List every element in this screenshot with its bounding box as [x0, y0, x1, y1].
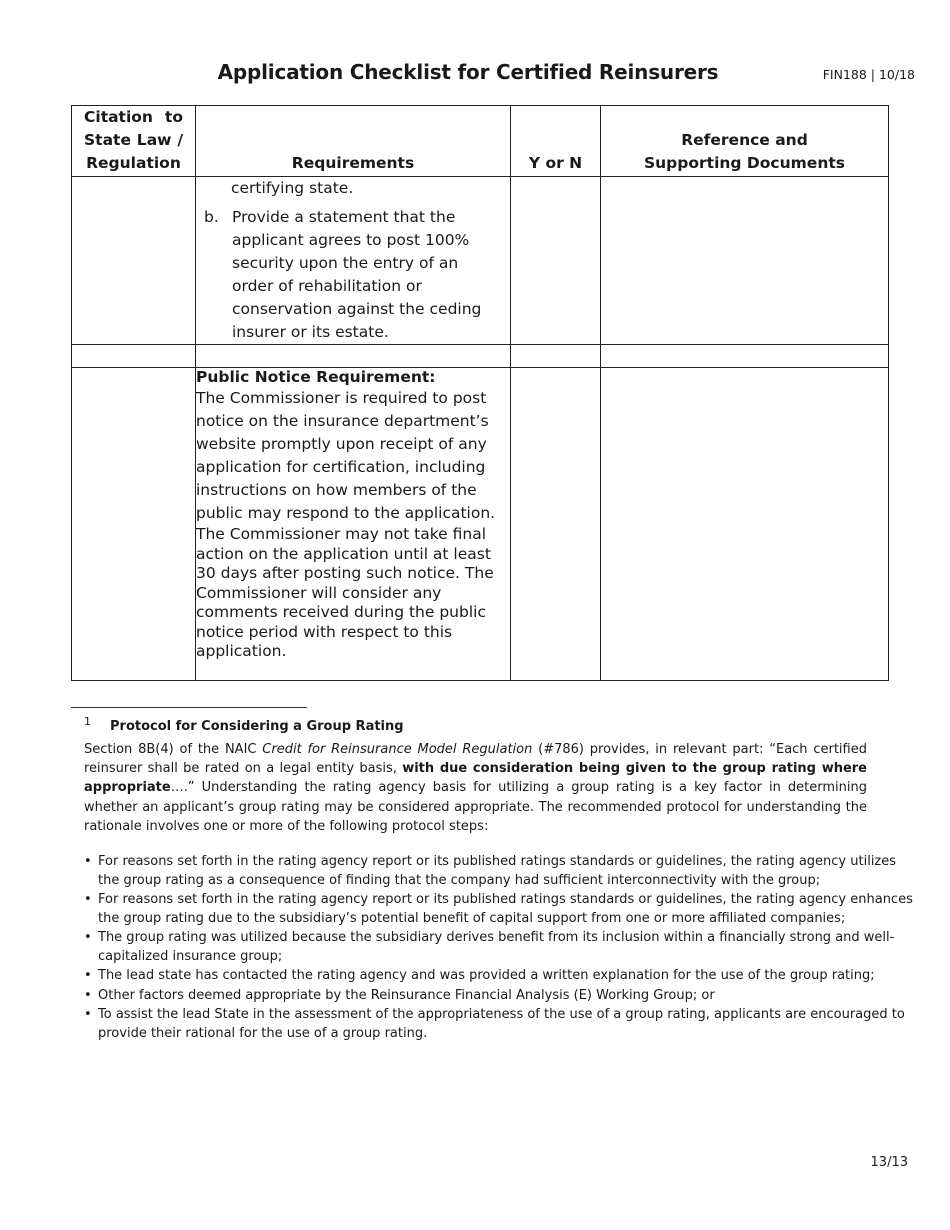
requirement-continuation: certifying state.	[231, 179, 354, 197]
form-code: FIN188 | 10/18	[822, 67, 915, 82]
list-item	[84, 1006, 914, 1043]
table-header-row	[72, 106, 889, 177]
list-item-text: For reasons set forth in the rating agency report or its published ratings standards or guidelines, the rating agency enhances the group rating due to the subsidiary’s potential benefit of capital support from one or more affiliated companies;	[98, 892, 913, 926]
bullet-icon: •	[84, 968, 92, 983]
header-reference: Reference and Supporting Documents	[601, 106, 889, 177]
y-or-n-cell	[511, 177, 601, 345]
public-notice-heading: Public Notice Requirement:	[196, 368, 436, 386]
document-title: Application Checklist for Certified Reinsurers	[217, 60, 719, 84]
reference-cell	[601, 345, 889, 368]
header-citation-line1: Citation to	[84, 108, 183, 126]
list-item-text: The group rating was utilized because the subsidiary derives benefit from its inclusion within a financially strong and well-capitalized insurance group;	[98, 930, 895, 964]
requirements-cell	[196, 177, 511, 345]
list-item	[84, 853, 914, 890]
citation-cell	[72, 345, 196, 368]
bullet-icon: •	[84, 1007, 92, 1022]
list-item	[84, 967, 914, 986]
header-requirements: Requirements	[196, 106, 511, 177]
y-or-n-cell	[511, 368, 601, 681]
reference-cell	[601, 368, 889, 681]
header-citation-line3: Regulation	[86, 154, 181, 172]
footnote-text: Section 8B(4) of the NAIC	[84, 742, 263, 757]
page-number: 13/13	[870, 1155, 908, 1170]
item-marker: b.	[204, 208, 219, 226]
requirements-cell	[196, 368, 511, 681]
footnote-title: Protocol for Considering a Group Rating	[110, 719, 404, 734]
reference-cell	[601, 177, 889, 345]
list-item-text: To assist the lead State in the assessment of the appropriateness of the use of a group rating, applicants are encouraged to provide their rational for the use of a group rating.	[98, 1007, 905, 1041]
header-y-or-n: Y or N	[511, 106, 601, 177]
table-row-empty	[72, 345, 889, 368]
y-or-n-cell	[511, 345, 601, 368]
citation-cell	[72, 368, 196, 681]
citation-cell	[72, 177, 196, 345]
header-citation	[72, 106, 196, 177]
list-item	[84, 929, 914, 966]
public-notice-paragraph-1: The Commissioner is required to post notice on the insurance department’s website promptly upon receipt of any application for certification, including instructions on how members of the public may respond to the application.	[196, 389, 496, 522]
requirements-cell	[196, 345, 511, 368]
bullet-icon: •	[84, 854, 92, 869]
checklist-table	[71, 105, 889, 681]
list-item-text: Other factors deemed appropriate by the Reinsurance Financial Analysis (E) Working Group; or	[98, 987, 715, 1003]
footnote-text: ….” Understanding the rating agency basis for utilizing a group rating is a key factor in determining whether an applicant’s group rating may be considered appropriate. The recommended protocol for understanding the rationale involves one or more of the following protocol steps:	[84, 780, 867, 834]
bullet-icon: •	[84, 930, 92, 945]
list-item	[84, 891, 914, 928]
footnote-text: (#786) provides, in relevant part: “Each certified reinsurer shall be rated on a legal entity basis,	[84, 742, 867, 777]
protocol-steps-list	[84, 853, 914, 1044]
footnote-separator	[71, 707, 307, 708]
footnote-body	[84, 740, 867, 836]
list-item-text: The lead state has contacted the rating agency and was provided a written explanation for the use of the group rating;	[98, 968, 875, 983]
item-text: Provide a statement that the applicant agrees to post 100% security upon the entry of an order of rehabilitation or conservation against the ceding insurer or its estate.	[232, 208, 482, 341]
table-row	[72, 177, 889, 345]
list-item	[84, 987, 914, 1006]
list-item-text: For reasons set forth in the rating agency report or its published ratings standards or guidelines, the rating agency utilizes the group rating as a consequence of finding that the company had sufficient interconnectivity with the group;	[98, 854, 897, 888]
bullet-icon: •	[84, 892, 92, 907]
header-citation-line2: State Law /	[84, 131, 183, 149]
table-row	[72, 368, 889, 681]
footnote-emphasis: with due consideration being given to the group rating where appropriate	[84, 761, 868, 796]
regulation-title: Credit for Reinsurance Model Regulation	[262, 742, 533, 757]
public-notice-paragraph-2: The Commissioner may not take final action on the application until at least 30 days after posting such notice. The Commissioner will consider any comments received during the public notice period with respect to this application.	[196, 525, 494, 660]
footnote-number: 1	[84, 715, 91, 728]
requirement-item-b	[196, 199, 510, 344]
bullet-icon: •	[84, 987, 92, 1003]
